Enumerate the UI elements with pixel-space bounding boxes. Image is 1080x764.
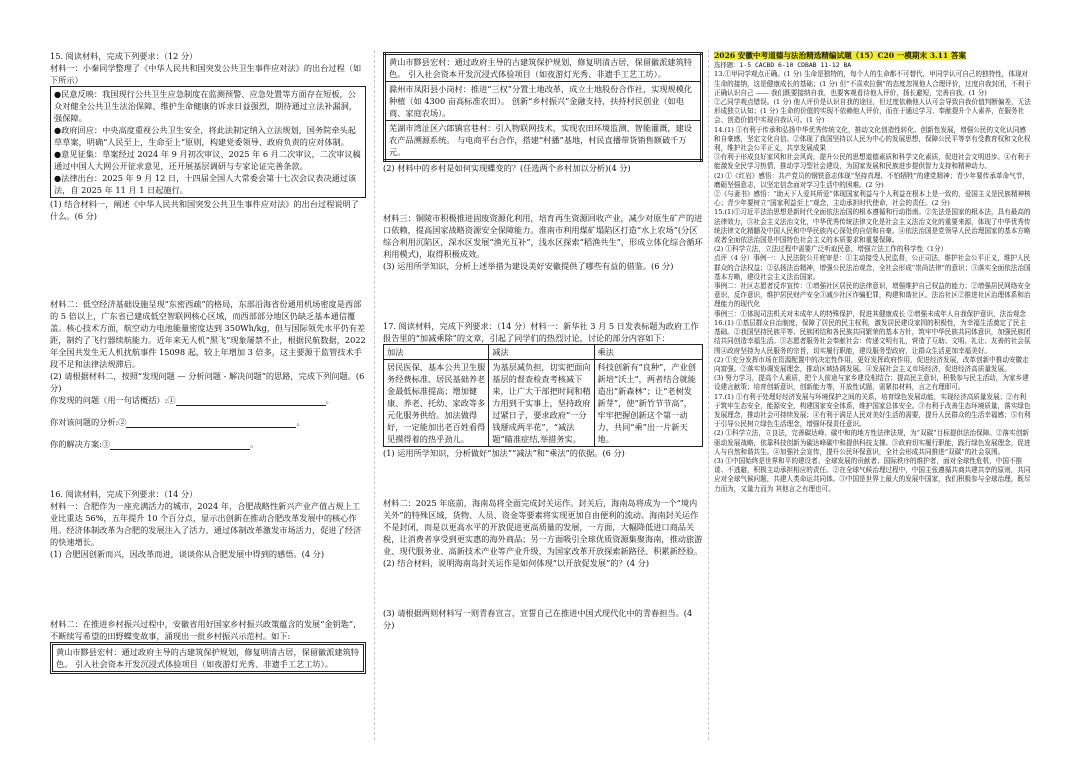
q17-question-2: (2) 结合材料，说明海南岛封关运作是如何体现“以开放促发展”的？(4 分) <box>383 558 650 568</box>
q15-material-2: 材料二：低空经济基础设施呈现“东密西疏”的格局，东部沿海省份通用机场密度是西部的 5 倍以上，广东省已建成低空智联网核心区域，而西部部分地区仍缺乏基本通信覆盖。核心技术方面，航空动力电池能量密度达到 350Wh/kg，但与国际领先水平仍有差距，制约了飞行器续航能力。近年来无人机“黑飞”现象屡禁不止，根据民航数据，2022 年全国共发生无人机扰航事件 15098 起，较上年增加 3 倍多，这主要源于监管技术手段不足和法律法规滞后。 <box>50 299 366 369</box>
q16-material-3: 材料三：铜陵市积极推进固废资源化利用，培育再生资源回收产业，减少对原生矿产的进口依赖，提高国家战略资源安全保障能力。淮南市利用煤矿塌陷区打造“水上农场”(分区综合利用沉陷区，深水区发展“渔光互补”，浅水区探索“稻渔共生”，形成立体化综合循环利用模式)，取得积极成效。 <box>383 213 703 259</box>
answer-blank[interactable] <box>176 396 326 406</box>
answer-paragraph: 14.(1) ①有利于传承和弘扬中华优秀传统文化，推动文化创造性转化、创新性发展，增强公民的文化认同感和自豪感，坚定文化自信。②体现了我国坚持以人民为中心的发展思想，保障公民平等享有受教育权和文化权利，维护社会公平正义，共享发展成果 <box>714 125 1031 153</box>
q15-question-1: (1) 结合材料一，阐述《中华人民共和国突发公共卫生事件应对法》的出台过程说明了什么。(6 分) <box>50 199 359 221</box>
village-row: 黄山市黟县宏村：通过政府主导的古建筑保护规划，修复明清古居，保留徽派建筑特色。 引入社会资本开发沉浸式体验项目（如夜游灯光秀、非遗手工艺工坊）。 <box>385 54 702 82</box>
ops-cell: 为基层减负担，切实把面向基层的督查检查考核减下来，让广大干部把时间和精力用到干实事上，坚持政府过紧日子，要求政府“一分钱掰成两半花”，“减法题”瞄准症结,举措务实。 <box>489 360 594 447</box>
q16-question-1: (1) 合肥因创新而兴，因改革而进，谈谈你从合肥发展中得到的感悟。(4 分) <box>50 549 325 559</box>
village-hongcun: 黄山市黟县宏村：通过政府主导的古建筑保护规划，修复明清古居，保留徽派建筑特色。 引入社会资本开发沉浸式体验项目（如夜游灯光秀、非遗手工艺工坊）。 <box>56 647 359 669</box>
answer-line-problem: 你发现的问题（用一句话概括）:① 。 <box>50 395 334 405</box>
q15-question-2: (2) 请根据材料二，按照“发现问题 — 分析问题 - 解决问题”的思路，完成下列问题。(6 分) <box>50 371 365 393</box>
answer-blank[interactable] <box>126 418 296 428</box>
ops-header: 乘法 <box>594 345 702 360</box>
answer-paragraph: (2) ①充分发挥市场在资源配置中的决定性作用，更好发挥政府作用，促进经济发展，改革创新中推动安徽走向富强。②落实协调发展理念，推动区域协调发展。④发展社会主义市场经济，促进经济高质量发展。 <box>714 355 1029 373</box>
answer-paragraph: 15.(1)①习近平法治思想是新时代全面依法治国的根本遵循和行动指南。②先法是国家的根本法，具有最高的法律效力，③社会主义法治文化，中华优秀传统法律文化是社会主义法治文化的重要来源，体现了中华优秀传统法律文化精髓及中国人民和中华民族内心深处的自信和自豪。④依法治国是党领导人民治理国家的基本方略或者全面依法治国是中国特色社会主义的本质要求和重要保障。 <box>714 208 1031 245</box>
answer-title-highlight: 2026 安徽中考道德与法治精选精编试题（15）C20 一模期末 3.11 答案 <box>714 51 967 60</box>
ops-cell: 科技创新有“良种”，产业创新培“沃土”，两者结合就能造出“新森林”；让“老树发新芽”，使“新竹节节高”，牢牢把握创新这个第一动力，共同“乘”出一片新天地。 <box>594 360 702 447</box>
village-box <box>50 642 366 674</box>
column-divider-left <box>374 50 375 740</box>
q17-title: 17. 阅读材料，完成下列要求：（14 分）材料一：新华社 3 月 5 日发表标题为政府工作报告里的“加减乘除”的文章，引起了同学们的热烈讨论，讨论的部分内容如下： <box>383 321 699 343</box>
answer-paragraph: 17.(1) ①有利于处理好经济发展与环境保护之间的关系，培育绿色发展动能，实现经济高质量发展；②有利于筑牢生态安全，能源安全，构建国家安全体系，维护国家总体安全。③有利于改善生态环境质量，落实绿色发展理念，推动社会可持续发展；④有利于满足人民对美好生活的需要，提升人民群众的生活幸福感；⑤有利于引导公民树立绿色生活理念，增强环保责任意识。 <box>714 392 1031 429</box>
village-row: 芜湖市湾沚区六郎镇官巷村：引入物联网技术，实现农田环境监测、智能灌溉，建设农产品溯源系统。 与电商平台合作，搭建“村播”基地，村民直播带货销售额破千万元。 <box>385 121 702 161</box>
law-process-item: ●民意反映：我国现行公共卫生应急制度在监测预警、应急处置等方面存在短板，公众对健全公共卫生法治保障、维护生命健康的诉求日益强烈，期待通过立法补漏洞，强保障。 <box>54 89 357 123</box>
column-2 <box>383 52 703 631</box>
ops-table <box>383 344 703 447</box>
village-row: 滁州市凤阳县小岗村：推进“三权”分置土地改革，成立土地股份合作社，实现规模化种植（如 4300 亩高标准农田）。 创新“乡村振兴”金融支持，扶持村民创业（如电商、家庭农场）。 <box>385 82 702 121</box>
ops-header: 减法 <box>489 345 594 360</box>
ops-cell: 居民医保、基本公共卫生服务经费标准、居民基础养老金最低标准提高；增加健康、养老、托幼、家政等多元化服务供给。加法做得好，一定能加出老百姓看得见摸得着的热乎劲儿。 <box>384 360 489 447</box>
answer-paragraph: (3) 努力学习，提高个人素质，把个人前途与家乡建设相结合；提高民主意识，积极参与民主活动，为家乡建设建言献策；培育创新意识，创新能力等，开放性试题，需紧扣材料，言之有理即可。 <box>714 374 1029 392</box>
answer-blank[interactable] <box>110 440 250 450</box>
column-divider-right <box>708 50 709 740</box>
ops-header: 加法 <box>384 345 489 360</box>
q17-material-2: 材料二：2025 年底前，海南岛将全面完成封关运作。封关后，海南岛将成为一个“境内关外”的特殊区域，货物、人员、资金等要素将实现更加自由便利的流动。海南封关运作不是封闭，而是以更高水平的开放促进更高质量的发展，一方面，大幅降低进口商品关税，让消费者享受到更实惠的海外商品；另一方面吸引全球优质资源集聚海南，推动旅游业、现代服务业、高新技术产业等产业升级，为国家改革开放探索新路径、积累新经验。 <box>383 498 703 556</box>
law-process-item: ●意见征集：草案经过 2024 年 9 月初次审议、2025 年 6 月二次审议，二次审议稿通过中国人大网公开征求意见，还开展基层调研与专家论证完善条款。 <box>54 149 361 171</box>
law-process-item: ●政府回应：中央高度重视公共卫生安全，将此法制定纳入立法规划，国务院牵头起草草案，明确“人民至上，生命至上”原则，构建党委领导、政府负责的应对体制。 <box>54 125 356 147</box>
q16-material-2: 材料二：在推进乡村振兴过程中，安徽省用好国家乡村振兴政策蕴含的发展“金钥匙”，不断续写希望的田野蝶变故事，涌现出一批乡村振兴示范村。如下: <box>50 619 362 641</box>
answer-line-analysis: 你对该问题的分析:② 。 <box>50 417 305 427</box>
answer-paragraph: ③有利于形成良好家风和社会风尚，提升公民的思想道德素质和科学文化素质，促进社会文明进步。④有利于能激发全民学习热情，推动学习型社会建设，为国家发展和民族进步提供智力支持和精神动力。 <box>714 153 1031 171</box>
q16-title: 16. 阅读材料，完成下列要求：（14 分） <box>50 489 198 499</box>
answer-paragraph: (3) ①中国始终是世界和平的建设者、全球发展的贡献者、国际秩序的维护者，面对全球性危机，中国不推诿、不逃避，积极主动承担相应的责任。②在全球气候治理过程中，中国主张遵循共商共建共享的原则，共同应对全球气候问题，共建人类命运共同体。③中国是世界上最大的发展中国家，我们积极参与全球治理，既尽力而为，又量力而为 其他言之有理也可。 <box>714 456 1031 493</box>
answer-title <box>714 50 1032 61</box>
column-3-answers <box>714 50 1032 494</box>
column-1 <box>50 50 366 674</box>
answer-paragraph: ②乙同学观点错误。(1 分) 他人评价是认识自我的途径，但过度依赖他人认可会导致自我价值判断偏差，无法形成独立认知；(1 分) 生命的价值的实现不依赖他人评价，而在于通过学习、奉献提升个人素养，在服务社会、创造价值中实现自我认可。(1 分) <box>714 98 1031 125</box>
law-process-box <box>50 86 366 198</box>
q15-title: 15. 阅读材料，完成下列要求：（12 分） <box>50 51 198 61</box>
answer-paragraph: (2) ①科学立法，立法过程中需要广泛听取民意，增强立法工作的科学性（1分） <box>714 245 948 254</box>
answer-paragraph: (2) ①科学立法，立良法，完善碳达峰、碳中和的地方性法律法规，为“双碳”目标提供法治保障。②落实创新驱动发展战略，依靠科技创新为碳达峰碳中和提供科技支撑。③政府切实履行职能，践行绿色发展理念，促进人与自然和谐共生。④加强社会宣传，提升公民环保意识，全社会形成共同推进“双碳”的社会氛围。 <box>714 429 1031 456</box>
choice-answers: 选择题：1-5 CACBD 6-10 CDBAB 11-12 BA <box>714 61 852 70</box>
q16-material-1: 材料一：合肥作为一座充满活力的城市，2024 年，合肥战略性新兴产业产值占规上工业比重达 56%，五年提升 10 个百分点，显示出创新在推动合肥改革发展中的核心作用。经济体制改革为合肥的发展注入了活力，通过体制改革激发市场活力，促进了经济的快速增长。 <box>50 501 362 547</box>
answer-paragraph: ②《与妻书》感悟：“助天下人爱其所爱”体现国家利益与个人利益在根本上是一致的，爱国主义是民族精神核心；青少年要树立“国家利益至上”观念，主动承担时代使命，社会的责任。(2 分) <box>714 190 1031 208</box>
law-process-item: ●法律出台：2025 年 9 月 12 日，十四届全国人大常委会第十七次会议表决通过该法，自 2025 年 11 月 1 日起施行。 <box>54 173 357 195</box>
q17-question-3: (3) 请根据两则材料写一则青春宣言，宣誓自己在推进中国式现代化中的青春担当。(4 分) <box>383 608 693 630</box>
q16-question-3: (3) 运用所学知识，分析上述举措为建设美好安徽提供了哪些有益的借鉴。(6 分) <box>383 261 674 271</box>
village-table <box>383 52 703 162</box>
q17-question-1: (1) 运用所学知识，分析做好“加法”“减法”和“乘法”的依据。(6 分) <box>383 448 625 458</box>
answer-paragraph: (2) ①《红岩》感悟：共产党员的钢铁意志体现“坚持真理、不怕牺牲”的建党精神；青少年要传承革命气节，磨砺坚强意志，以坚定信念面对学习生活中的困难。(2 分) <box>714 171 1029 189</box>
answer-paragraph: 13.①甲同学观点正确。(1 分) 生命是独特的，每个人的生命都不可替代，甲同学认可自己的独特性，体现对生命的接纳，这是健康成长的基础；(1 分) 但“不喜欢拉倒”的态度忽视他人合理评价，过度自我封闭，不利于正确认识自己 —— 我们既要接纳自我，也要客观看待他人评价，扬长避短，完善自我。(1 分) <box>714 70 1031 97</box>
q15-material-1: 材料一：小秦同学整理了《中华人民共和国突发公共卫生事件应对法》的出台过程（如下所示） <box>50 63 362 85</box>
q16-question-2: (2) 材料中的乡村是如何实现蝶变的？(任选两个乡村加以分析)(4 分) <box>383 163 631 173</box>
answer-paragraph: 事例三：①体现司法机关对未成年人的特殊保护，促进其健康成长 ②增强未成年人自我保护意识，法治观念 <box>714 309 1027 318</box>
answer-line-solution: 你的解决方案:③ 。 <box>50 439 259 449</box>
answer-paragraph: 点评（4 分）事例一：人民法院公开庭审是：①主动接受人民监督，公正司法，维护社会公平正义，维护人民群众的合法权益；②弘扬法治精神，增强公民法治观念，全社会形成“崇尚法律”的意识；③落实全面依法治国基本方略，建设社会主义法治国家。 <box>714 254 1031 281</box>
answer-paragraph: 16.(1) ①基层群众自治制度，保障了居民的民主权利，激发居民建设家园的积极性，为幸福生活奠定了民主基础。②我国坚持民族平等、民族团结和各民族共同繁荣的基本方针，筑牢中华民族共同体意识，加强民族团结共同创造幸福生活。③志愿者服务社会奉献社会：传递文明有礼，营造了互助、文明、礼让、友善的社会氛围④政府坚持为人民服务的宗旨，切实履行职能，建设服务型政府，让群众生活更加幸福美好。 <box>714 318 1031 355</box>
answer-paragraph: 事例二：社区志愿者反诈宣传：①增强社区居民的法律意识，增强维护自己权益的能力；②增强居民网络安全意识，反诈意识，维护居民财产安全③减少社区诈骗犯罪，构建和谐社区。法治社区②推进社区治理体系和治理能力的现代化 <box>714 282 1031 309</box>
